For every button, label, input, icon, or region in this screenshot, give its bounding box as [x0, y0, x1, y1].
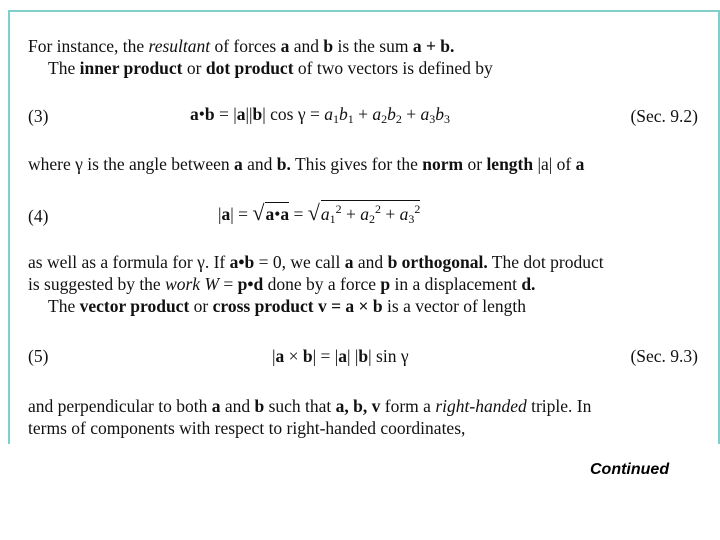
term-orthogonal: orthogonal.	[401, 252, 488, 272]
dot-product-pd: p•d	[237, 274, 264, 294]
equation-3-number: (3)	[28, 106, 49, 126]
text-span: and perpendicular to both	[28, 396, 208, 416]
vector-a: a	[280, 36, 290, 56]
text-span: such that	[268, 396, 332, 416]
equation-5: |a × b| = |a| |b| sin γ	[272, 346, 409, 366]
text-span: The	[48, 58, 76, 78]
text-span: of two vectors is defined by	[297, 58, 493, 78]
line-cross-product	[48, 296, 526, 316]
line-norm	[28, 154, 584, 174]
text-span: and	[293, 36, 319, 56]
term-dot-product: dot product	[205, 58, 294, 78]
vector-d: d.	[521, 274, 536, 294]
text-span: = 0, we call	[258, 252, 341, 272]
equation-5-number: (5)	[28, 346, 49, 366]
text-span: of forces	[214, 36, 277, 56]
textbook-excerpt-panel	[8, 10, 720, 444]
dot-product-ab: a•b	[229, 252, 255, 272]
vector-p: p	[380, 274, 391, 294]
text-span: where γ is the angle between	[28, 154, 230, 174]
vector-b: b	[387, 252, 398, 272]
text-span: triple. In	[531, 396, 592, 416]
term-resultant: resultant	[148, 36, 211, 56]
text-span: and	[247, 154, 273, 174]
continued-label: Continued	[590, 461, 670, 478]
vector-sum: a + b.	[412, 36, 455, 56]
vector-b: b.	[276, 154, 291, 174]
text-span: The	[48, 296, 76, 316]
text-span: or	[467, 154, 483, 174]
equation-5-reference: (Sec. 9.3)	[630, 346, 698, 366]
text-span: or	[186, 58, 202, 78]
equation-3: a•b = |a||b| $\cos \gamma = a_1b_1 + a_2b_2 + a_3b_3$	[190, 104, 450, 126]
term-inner-product: inner product	[79, 58, 183, 78]
term-length: length	[486, 154, 534, 174]
term-norm: norm	[422, 154, 464, 174]
norm-a: |a|	[537, 154, 553, 174]
line-right-handed	[28, 396, 591, 416]
term-cross-product: cross product	[212, 296, 314, 316]
text-span: The dot product	[491, 252, 604, 272]
text-span: in a displacement	[394, 274, 517, 294]
line-orthogonal	[28, 252, 604, 272]
equation-4: |a| = √a•a = $√a_1^2 + a_2^2 + a_3^2$	[218, 200, 421, 226]
text-span: done by a force	[267, 274, 376, 294]
text-span: as well as a formula for γ. If	[28, 252, 226, 272]
equation-3-reference: (Sec. 9.2)	[630, 106, 698, 126]
equation-4-number: (4)	[28, 206, 49, 226]
text-span: or	[193, 296, 209, 316]
text-span: This gives for the	[294, 154, 418, 174]
line-work	[28, 274, 535, 294]
text-span: and	[224, 396, 251, 416]
text-span: and	[357, 252, 384, 272]
vector-a: a	[344, 252, 354, 272]
vector-a: a	[211, 396, 221, 416]
term-right-handed: right-handed	[435, 396, 527, 416]
cross-product-definition: v = a × b	[317, 296, 383, 316]
term-vector-product: vector product	[79, 296, 190, 316]
vector-b: b	[254, 396, 265, 416]
text-span: =	[223, 274, 234, 294]
text-span: For instance, the	[28, 36, 145, 56]
term-work: work W	[165, 274, 220, 294]
text-span: of	[556, 154, 572, 174]
vector-a: a	[575, 154, 585, 174]
line-inner-product	[48, 58, 493, 78]
line-resultant	[28, 36, 454, 56]
text-span: is the sum	[337, 36, 409, 56]
text-span: is suggested by the	[28, 274, 161, 294]
vector-a: a	[233, 154, 243, 174]
vector-b: b	[323, 36, 334, 56]
text-span: is a vector of length	[387, 296, 526, 316]
line-components: terms of components with respect to right-handed coordinates,	[28, 418, 466, 438]
vectors-abv: a, b, v	[335, 396, 381, 416]
text-span: form a	[384, 396, 431, 416]
